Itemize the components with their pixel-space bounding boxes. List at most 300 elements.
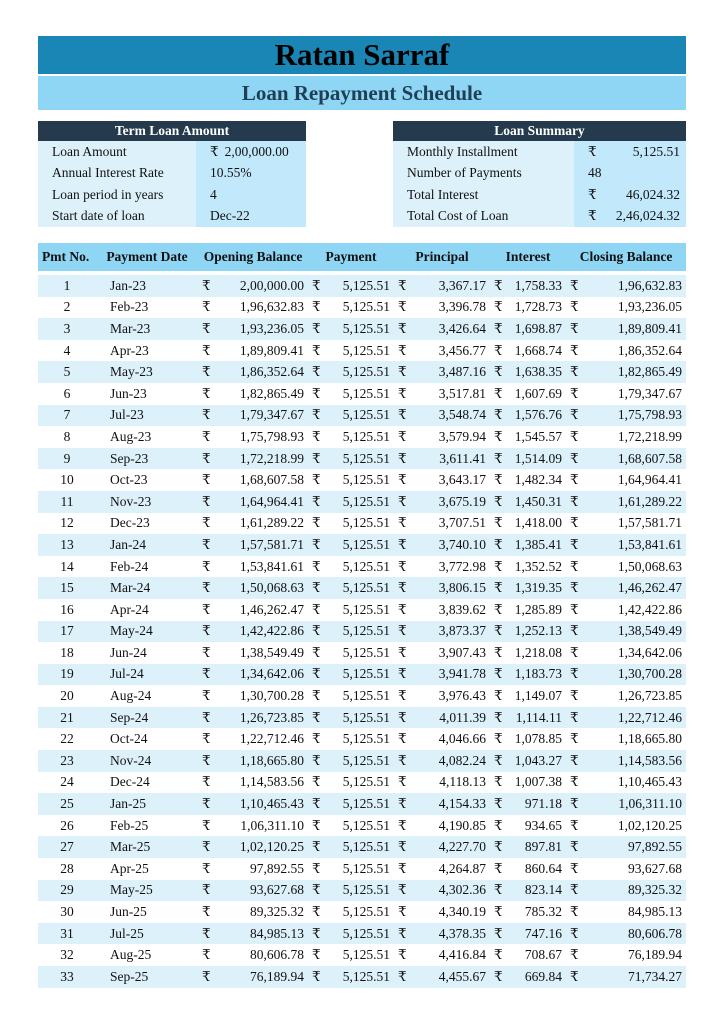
table-row: [38, 966, 686, 988]
rupee-symbol: ₹: [308, 621, 330, 643]
cell-payment: 5,125.51: [330, 880, 394, 902]
term-loan-panel: [38, 121, 306, 227]
rupee-symbol: ₹: [198, 664, 220, 686]
field-value-text: Dec-22: [210, 208, 250, 224]
rupee-symbol: ₹: [490, 728, 512, 750]
cell-principal: 3,941.78: [416, 664, 490, 686]
rupee-symbol: ₹: [490, 901, 512, 923]
table-row: [38, 793, 686, 815]
cell-payment: 5,125.51: [330, 405, 394, 427]
rupee-symbol: ₹: [198, 750, 220, 772]
field-label: Start date of loan: [38, 206, 196, 228]
cell-principal: 4,340.19: [416, 901, 490, 923]
cell-payment-date: May-24: [96, 621, 198, 643]
rupee-symbol: ₹: [490, 513, 512, 535]
col-header-pmt-no: Pmt No.: [38, 243, 96, 271]
cell-principal: 4,154.33: [416, 793, 490, 815]
cell-closing-balance: 1,89,809.41: [588, 318, 686, 340]
table-row: [38, 275, 686, 297]
cell-payment: 5,125.51: [330, 491, 394, 513]
cell-interest: 1,728.73: [512, 297, 566, 319]
cell-closing-balance: 1,18,665.80: [588, 728, 686, 750]
cell-closing-balance: 89,325.32: [588, 880, 686, 902]
cell-payment-date: Mar-23: [96, 318, 198, 340]
cell-principal: 3,772.98: [416, 556, 490, 578]
rupee-symbol: ₹: [198, 642, 220, 664]
rupee-symbol: ₹: [490, 275, 512, 297]
rupee-symbol: ₹: [198, 621, 220, 643]
rupee-symbol: ₹: [588, 186, 597, 202]
rupee-symbol: ₹: [566, 621, 588, 643]
cell-pmt-no: 29: [38, 880, 96, 902]
rupee-symbol: ₹: [490, 383, 512, 405]
rupee-symbol: ₹: [394, 318, 416, 340]
cell-interest: 1,638.35: [512, 361, 566, 383]
cell-principal: 4,082.24: [416, 750, 490, 772]
rupee-symbol: ₹: [566, 685, 588, 707]
rupee-symbol: ₹: [394, 944, 416, 966]
rupee-symbol: ₹: [490, 880, 512, 902]
cell-payment: 5,125.51: [330, 707, 394, 729]
rupee-symbol: ₹: [308, 469, 330, 491]
cell-payment-date: Sep-23: [96, 448, 198, 470]
rupee-symbol: ₹: [308, 944, 330, 966]
cell-principal: 3,487.16: [416, 361, 490, 383]
cell-payment: 5,125.51: [330, 750, 394, 772]
cell-interest: 1,149.07: [512, 685, 566, 707]
rupee-symbol: ₹: [394, 556, 416, 578]
cell-closing-balance: 97,892.55: [588, 836, 686, 858]
cell-closing-balance: 93,627.68: [588, 858, 686, 880]
cell-closing-balance: 1,53,841.61: [588, 534, 686, 556]
cell-interest: 1,114.11: [512, 707, 566, 729]
rupee-symbol: ₹: [394, 858, 416, 880]
rupee-symbol: ₹: [198, 275, 220, 297]
cell-opening-balance: 1,53,841.61: [220, 556, 308, 578]
rupee-symbol: ₹: [490, 772, 512, 794]
rupee-symbol: ₹: [198, 340, 220, 362]
cell-payment-date: Jan-23: [96, 275, 198, 297]
cell-opening-balance: 1,75,798.93: [220, 426, 308, 448]
rupee-symbol: ₹: [198, 836, 220, 858]
rupee-symbol: ₹: [394, 534, 416, 556]
col-header-principal: Principal: [394, 243, 490, 271]
cell-payment: 5,125.51: [330, 556, 394, 578]
table-row: [38, 728, 686, 750]
rupee-symbol: ₹: [198, 513, 220, 535]
cell-principal: 4,378.35: [416, 923, 490, 945]
rupee-symbol: ₹: [308, 448, 330, 470]
rupee-symbol: ₹: [490, 815, 512, 837]
cell-closing-balance: 1,34,642.06: [588, 642, 686, 664]
cell-closing-balance: 1,68,607.58: [588, 448, 686, 470]
rupee-symbol: ₹: [490, 707, 512, 729]
cell-interest: 823.14: [512, 880, 566, 902]
cell-opening-balance: 1,57,581.71: [220, 534, 308, 556]
cell-pmt-no: 16: [38, 599, 96, 621]
cell-pmt-no: 1: [38, 275, 96, 297]
rupee-symbol: ₹: [490, 685, 512, 707]
rupee-symbol: ₹: [566, 426, 588, 448]
cell-pmt-no: 8: [38, 426, 96, 448]
table-row: [38, 664, 686, 686]
cell-interest: 1,007.38: [512, 772, 566, 794]
table-row: [38, 836, 686, 858]
rupee-symbol: ₹: [394, 815, 416, 837]
col-header-payment-date: Payment Date: [96, 243, 198, 271]
rupee-symbol: ₹: [198, 361, 220, 383]
cell-payment-date: Sep-24: [96, 707, 198, 729]
rupee-symbol: ₹: [394, 297, 416, 319]
loan-summary-heading: Loan Summary: [393, 121, 686, 141]
cell-closing-balance: 1,64,964.41: [588, 469, 686, 491]
rupee-symbol: ₹: [198, 858, 220, 880]
rupee-symbol: ₹: [308, 772, 330, 794]
cell-payment: 5,125.51: [330, 901, 394, 923]
cell-interest: 934.65: [512, 815, 566, 837]
col-header-interest: Interest: [490, 243, 566, 271]
rupee-symbol: ₹: [198, 383, 220, 405]
cell-opening-balance: 1,06,311.10: [220, 815, 308, 837]
rupee-symbol: ₹: [308, 728, 330, 750]
report-title: Ratan Sarraf: [38, 36, 686, 74]
cell-payment-date: May-23: [96, 361, 198, 383]
rupee-symbol: ₹: [308, 750, 330, 772]
cell-pmt-no: 23: [38, 750, 96, 772]
cell-opening-balance: 84,985.13: [220, 923, 308, 945]
cell-payment: 5,125.51: [330, 728, 394, 750]
cell-opening-balance: 1,18,665.80: [220, 750, 308, 772]
rupee-symbol: ₹: [198, 577, 220, 599]
table-row: [38, 815, 686, 837]
loan-summary-row: [393, 163, 686, 185]
cell-closing-balance: 1,61,289.22: [588, 491, 686, 513]
rupee-symbol: ₹: [394, 599, 416, 621]
rupee-symbol: ₹: [490, 405, 512, 427]
cell-principal: 4,302.36: [416, 880, 490, 902]
cell-payment-date: Jan-25: [96, 793, 198, 815]
rupee-symbol: ₹: [308, 793, 330, 815]
rupee-symbol: ₹: [308, 966, 330, 988]
field-value: [196, 163, 306, 185]
cell-principal: 3,426.64: [416, 318, 490, 340]
cell-payment: 5,125.51: [330, 836, 394, 858]
rupee-symbol: ₹: [308, 556, 330, 578]
field-label: Total Cost of Loan: [393, 206, 574, 228]
cell-pmt-no: 18: [38, 642, 96, 664]
cell-principal: 3,367.17: [416, 275, 490, 297]
cell-payment-date: Mar-25: [96, 836, 198, 858]
cell-principal: 4,264.87: [416, 858, 490, 880]
rupee-symbol: ₹: [394, 577, 416, 599]
rupee-symbol: ₹: [198, 772, 220, 794]
cell-interest: 747.16: [512, 923, 566, 945]
rupee-symbol: ₹: [566, 793, 588, 815]
cell-payment-date: Feb-23: [96, 297, 198, 319]
cell-payment: 5,125.51: [330, 642, 394, 664]
rupee-symbol: ₹: [394, 728, 416, 750]
rupee-symbol: ₹: [566, 361, 588, 383]
rupee-symbol: ₹: [394, 880, 416, 902]
rupee-symbol: ₹: [490, 318, 512, 340]
cell-pmt-no: 32: [38, 944, 96, 966]
cell-interest: 1,385.41: [512, 534, 566, 556]
rupee-symbol: ₹: [394, 836, 416, 858]
rupee-symbol: ₹: [198, 966, 220, 988]
rupee-symbol: ₹: [394, 664, 416, 686]
cell-interest: 1,285.89: [512, 599, 566, 621]
rupee-symbol: ₹: [490, 469, 512, 491]
cell-principal: 4,455.67: [416, 966, 490, 988]
cell-payment: 5,125.51: [330, 297, 394, 319]
cell-principal: 3,396.78: [416, 297, 490, 319]
cell-interest: 1,698.87: [512, 318, 566, 340]
rupee-symbol: ₹: [308, 858, 330, 880]
rupee-symbol: ₹: [566, 513, 588, 535]
table-row: [38, 750, 686, 772]
cell-payment: 5,125.51: [330, 599, 394, 621]
cell-payment-date: Jul-25: [96, 923, 198, 945]
cell-principal: 4,046.66: [416, 728, 490, 750]
rupee-symbol: ₹: [490, 923, 512, 945]
rupee-symbol: ₹: [198, 685, 220, 707]
field-value: [574, 206, 686, 228]
summary-panels: [38, 121, 686, 229]
repayment-schedule-table: [38, 243, 686, 988]
cell-principal: 3,611.41: [416, 448, 490, 470]
rupee-symbol: ₹: [588, 208, 597, 224]
rupee-symbol: ₹: [198, 405, 220, 427]
cell-closing-balance: 1,96,632.83: [588, 275, 686, 297]
rupee-symbol: ₹: [394, 340, 416, 362]
report: [38, 36, 686, 229]
cell-interest: 1,545.57: [512, 426, 566, 448]
cell-payment: 5,125.51: [330, 793, 394, 815]
field-value: [196, 184, 306, 206]
cell-principal: 4,011.39: [416, 707, 490, 729]
cell-payment: 5,125.51: [330, 426, 394, 448]
rupee-symbol: ₹: [490, 642, 512, 664]
term-loan-heading: Term Loan Amount: [38, 121, 306, 141]
cell-payment: 5,125.51: [330, 621, 394, 643]
cell-payment-date: Jul-23: [96, 405, 198, 427]
cell-opening-balance: 1,61,289.22: [220, 513, 308, 535]
cell-payment-date: Aug-25: [96, 944, 198, 966]
table-row: [38, 944, 686, 966]
rupee-symbol: ₹: [198, 556, 220, 578]
rupee-symbol: ₹: [394, 707, 416, 729]
field-value: [196, 206, 306, 228]
rupee-symbol: ₹: [490, 599, 512, 621]
table-row: [38, 901, 686, 923]
cell-opening-balance: 80,606.78: [220, 944, 308, 966]
cell-pmt-no: 33: [38, 966, 96, 988]
rupee-symbol: ₹: [490, 621, 512, 643]
rupee-symbol: ₹: [394, 685, 416, 707]
rupee-symbol: ₹: [490, 534, 512, 556]
cell-payment-date: Nov-23: [96, 491, 198, 513]
cell-opening-balance: 1,10,465.43: [220, 793, 308, 815]
cell-payment: 5,125.51: [330, 361, 394, 383]
table-row: [38, 383, 686, 405]
col-header-payment: Payment: [308, 243, 394, 271]
cell-interest: 1,252.13: [512, 621, 566, 643]
field-label: Total Interest: [393, 184, 574, 206]
rupee-symbol: ₹: [308, 361, 330, 383]
cell-closing-balance: 1,22,712.46: [588, 707, 686, 729]
table-row: [38, 491, 686, 513]
cell-pmt-no: 5: [38, 361, 96, 383]
cell-opening-balance: 1,72,218.99: [220, 448, 308, 470]
field-value-text: 46,024.32: [626, 186, 680, 202]
rupee-symbol: ₹: [198, 426, 220, 448]
cell-payment-date: Jun-24: [96, 642, 198, 664]
table-row: [38, 685, 686, 707]
rupee-symbol: ₹: [566, 318, 588, 340]
cell-principal: 3,839.62: [416, 599, 490, 621]
table-row: [38, 880, 686, 902]
cell-principal: 3,873.37: [416, 621, 490, 643]
cell-interest: 1,218.08: [512, 642, 566, 664]
rupee-symbol: ₹: [394, 901, 416, 923]
cell-interest: 1,482.34: [512, 469, 566, 491]
rupee-symbol: ₹: [566, 491, 588, 513]
table-row: [38, 318, 686, 340]
rupee-symbol: ₹: [308, 297, 330, 319]
rupee-symbol: ₹: [308, 318, 330, 340]
cell-pmt-no: 12: [38, 513, 96, 535]
rupee-symbol: ₹: [308, 880, 330, 902]
col-header-opening-balance: Opening Balance: [198, 243, 308, 271]
cell-interest: 1,668.74: [512, 340, 566, 362]
rupee-symbol: ₹: [308, 642, 330, 664]
cell-principal: 3,579.94: [416, 426, 490, 448]
table-row: [38, 642, 686, 664]
rupee-symbol: ₹: [198, 815, 220, 837]
term-loan-row: [38, 141, 306, 163]
cell-principal: 3,907.43: [416, 642, 490, 664]
rupee-symbol: ₹: [490, 340, 512, 362]
cell-closing-balance: 71,734.27: [588, 966, 686, 988]
cell-principal: 3,707.51: [416, 513, 490, 535]
cell-pmt-no: 20: [38, 685, 96, 707]
cell-payment-date: Jul-24: [96, 664, 198, 686]
rupee-symbol: ₹: [566, 707, 588, 729]
rupee-symbol: ₹: [394, 405, 416, 427]
cell-pmt-no: 31: [38, 923, 96, 945]
table-row: [38, 858, 686, 880]
field-label: Loan period in years: [38, 184, 196, 206]
rupee-symbol: ₹: [394, 361, 416, 383]
rupee-symbol: ₹: [198, 599, 220, 621]
rupee-symbol: ₹: [490, 491, 512, 513]
cell-opening-balance: 1,42,422.86: [220, 621, 308, 643]
cell-pmt-no: 17: [38, 621, 96, 643]
cell-payment-date: Jun-25: [96, 901, 198, 923]
rupee-symbol: ₹: [198, 448, 220, 470]
rupee-symbol: ₹: [394, 772, 416, 794]
table-row: [38, 577, 686, 599]
rupee-symbol: ₹: [490, 577, 512, 599]
rupee-symbol: ₹: [308, 383, 330, 405]
cell-payment-date: Apr-24: [96, 599, 198, 621]
cell-interest: 708.67: [512, 944, 566, 966]
cell-payment-date: Jan-24: [96, 534, 198, 556]
cell-payment: 5,125.51: [330, 275, 394, 297]
cell-opening-balance: 97,892.55: [220, 858, 308, 880]
cell-pmt-no: 24: [38, 772, 96, 794]
rupee-symbol: ₹: [394, 513, 416, 535]
rupee-symbol: ₹: [566, 750, 588, 772]
cell-pmt-no: 9: [38, 448, 96, 470]
cell-closing-balance: 1,72,218.99: [588, 426, 686, 448]
cell-interest: 1,319.35: [512, 577, 566, 599]
cell-opening-balance: 1,79,347.67: [220, 405, 308, 427]
rupee-symbol: ₹: [308, 599, 330, 621]
cell-payment-date: May-25: [96, 880, 198, 902]
table-row: [38, 534, 686, 556]
field-label: Annual Interest Rate: [38, 163, 196, 185]
rupee-symbol: ₹: [308, 405, 330, 427]
cell-principal: 3,517.81: [416, 383, 490, 405]
rupee-symbol: ₹: [566, 297, 588, 319]
cell-closing-balance: 1,93,236.05: [588, 297, 686, 319]
rupee-symbol: ₹: [566, 599, 588, 621]
cell-payment-date: Mar-24: [96, 577, 198, 599]
cell-pmt-no: 15: [38, 577, 96, 599]
cell-opening-balance: 1,50,068.63: [220, 577, 308, 599]
rupee-symbol: ₹: [394, 491, 416, 513]
cell-pmt-no: 7: [38, 405, 96, 427]
cell-payment-date: Oct-23: [96, 469, 198, 491]
rupee-symbol: ₹: [308, 340, 330, 362]
cell-closing-balance: 1,26,723.85: [588, 685, 686, 707]
cell-opening-balance: 1,93,236.05: [220, 318, 308, 340]
rupee-symbol: ₹: [566, 966, 588, 988]
table-row: [38, 772, 686, 794]
cell-closing-balance: 1,42,422.86: [588, 599, 686, 621]
cell-closing-balance: 1,14,583.56: [588, 750, 686, 772]
rupee-symbol: ₹: [394, 383, 416, 405]
rupee-symbol: ₹: [308, 685, 330, 707]
rupee-symbol: ₹: [490, 858, 512, 880]
cell-payment-date: Feb-25: [96, 815, 198, 837]
report-subtitle: Loan Repayment Schedule: [38, 76, 686, 110]
cell-closing-balance: 1,50,068.63: [588, 556, 686, 578]
cell-interest: 1,078.85: [512, 728, 566, 750]
cell-payment-date: Oct-24: [96, 728, 198, 750]
cell-pmt-no: 3: [38, 318, 96, 340]
cell-principal: 3,548.74: [416, 405, 490, 427]
cell-payment: 5,125.51: [330, 685, 394, 707]
cell-payment-date: Apr-25: [96, 858, 198, 880]
cell-closing-balance: 1,30,700.28: [588, 664, 686, 686]
rupee-symbol: ₹: [308, 513, 330, 535]
cell-payment: 5,125.51: [330, 383, 394, 405]
cell-payment: 5,125.51: [330, 923, 394, 945]
rupee-symbol: ₹: [308, 426, 330, 448]
field-value: [574, 163, 686, 185]
cell-interest: 971.18: [512, 793, 566, 815]
rupee-symbol: ₹: [490, 297, 512, 319]
field-value-text: 2,00,000.00: [224, 143, 289, 159]
cell-payment-date: Aug-24: [96, 685, 198, 707]
rupee-symbol: ₹: [308, 815, 330, 837]
loan-summary-row: [393, 206, 686, 228]
loan-summary-row: [393, 184, 686, 206]
rupee-symbol: ₹: [566, 405, 588, 427]
rupee-symbol: ₹: [198, 728, 220, 750]
